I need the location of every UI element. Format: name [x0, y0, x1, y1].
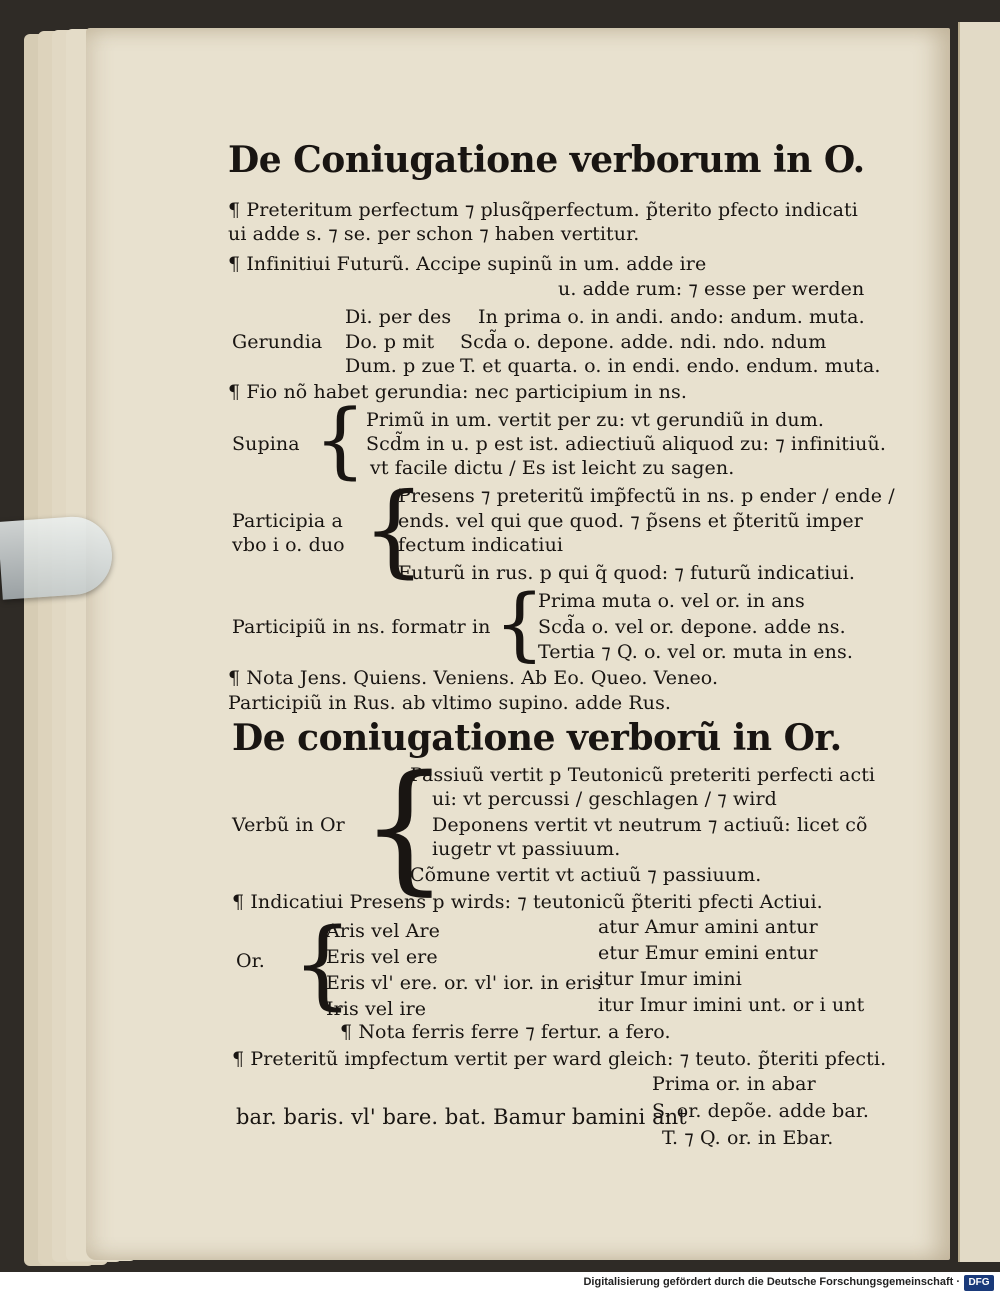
text-line: Or.	[236, 950, 265, 972]
text-line: Prima or. in abar	[652, 1073, 816, 1095]
text-line: Aris vel Are	[326, 920, 441, 942]
brace-icon: {	[360, 746, 450, 909]
brace-icon: {	[314, 393, 367, 488]
text-line: Eris vel ere	[326, 946, 438, 968]
funding-credit: Digitalisierung gefördert durch die Deutsche Forschungsgemeinschaft ·	[583, 1276, 960, 1288]
brace-icon: {	[494, 577, 545, 670]
text-line: T. ⁊ Q. or. in Ebar.	[662, 1127, 834, 1149]
text-line: ends. vel qui que quod. ⁊ p̃sens et p̃teritũ imper	[398, 510, 863, 532]
dfg-logo: DFG	[964, 1275, 994, 1291]
text-line: ¶ Fio nõ habet gerundia: nec participium in ns.	[228, 381, 687, 403]
text-line: Iris vel ire	[326, 998, 427, 1020]
brace-icon: {	[292, 908, 354, 1020]
text-line: Participiũ in Rus. ab vltimo supino. adde Rus.	[228, 692, 672, 714]
text-line: ¶ Nota ferris ferre ⁊ fertur. a fero.	[340, 1021, 671, 1043]
text-line: ¶ Infinitiui Futurũ. Accipe supinũ in um. adde ire	[228, 253, 707, 275]
text-line: ¶ Indicatiui Presens p wirds: ⁊ teutonicũ p̃teriti pfecti Actiui.	[232, 891, 823, 913]
text-line: Primũ in um. vertit per zu: vt gerundiũ in dum.	[366, 409, 824, 431]
text-line: u. adde rum: ⁊ esse per werden	[558, 278, 865, 300]
text-line: Futurũ in rus. p qui q̃ quod: ⁊ futurũ indicatiui.	[398, 562, 855, 584]
facing-page-edge	[958, 22, 1000, 1262]
brace-icon: {	[362, 471, 426, 588]
text-line: Participiũ in ns. formatr in	[232, 616, 491, 638]
text-line: S. or. depõe. adde bar.	[652, 1100, 870, 1122]
text-line: Presens ⁊ preteritũ imp̃fectũ in ns. p ender / ende /	[398, 485, 895, 507]
text-line: Tertia ⁊ Q. o. vel or. muta in ens.	[538, 641, 853, 663]
text-line: Dum. p zue	[345, 355, 456, 377]
text-line: ¶ Nota Jens. Quiens. Veniens. Ab Eo. Queo. Veneo.	[228, 667, 719, 689]
text-line: Supina	[232, 433, 300, 455]
text-line: Di. per des	[345, 306, 452, 328]
text-line: Verbũ in Or	[232, 814, 345, 836]
text-line: itur Imur imini unt. or i unt	[598, 994, 865, 1016]
text-line: Prima muta o. vel or. in ans	[538, 590, 805, 612]
text-line: Deponens vertit vt neutrum ⁊ actiuũ: licet cõ	[432, 814, 868, 836]
text-line: Scd̃a o. vel or. depone. adde ns.	[538, 616, 846, 638]
text-line: iugetr vt passiuum.	[432, 838, 621, 860]
text-line: etur Emur emini entur	[598, 942, 818, 964]
section-heading: De Coniugatione verborum in O.	[228, 139, 865, 181]
footer-bar	[0, 1272, 1000, 1295]
text-line: ¶ Preteritum perfectum ⁊ plusq̃perfectum. p̃terito pfecto indicati	[228, 199, 858, 221]
text-line: atur Amur amini antur	[598, 916, 818, 938]
text-line: Scd̃m in u. p est ist. adiectiuũ aliquod zu: ⁊ infinitiuũ.	[366, 433, 886, 455]
text-line: bar. baris. vl' bare. bat. Bamur bamini ant	[236, 1105, 687, 1129]
text-line: In prima o. in andi. ando: andum. muta.	[478, 306, 865, 328]
text-line: Gerundia	[232, 331, 323, 353]
text-line: vt facile dictu / Es ist leicht zu sagen.	[370, 457, 735, 479]
text-line: Participia a	[232, 510, 343, 532]
text-line: Do. p mit	[345, 331, 435, 353]
text-line: vbo i o. duo	[232, 534, 345, 556]
text-line: ui: vt percussi / geschlagen / ⁊ wird	[432, 788, 777, 810]
text-line: T. et quarta. o. in endi. endo. endum. muta.	[460, 355, 881, 377]
section-heading: De coniugatione verborũ in Or.	[232, 717, 842, 759]
text-line: itur Imur imini	[598, 968, 742, 990]
text-line: Cõmune vertit vt actiuũ ⁊ passiuum.	[410, 864, 762, 886]
text-line: Passiuũ vertit p Teutonicũ preteriti perfecti acti	[410, 764, 876, 786]
text-line: fectum indicatiui	[398, 534, 564, 556]
text-line: Scd̃a o. depone. adde. ndi. ndo. ndum	[460, 331, 827, 353]
text-line: ui adde s. ⁊ se. per schon ⁊ haben vertitur.	[228, 223, 640, 245]
text-line: ¶ Preteritũ impfectum vertit per ward gleich: ⁊ teuto. p̃teriti pfecti.	[232, 1048, 887, 1070]
text-line: Eris vl' ere. or. vl' ior. in eris	[326, 972, 602, 994]
